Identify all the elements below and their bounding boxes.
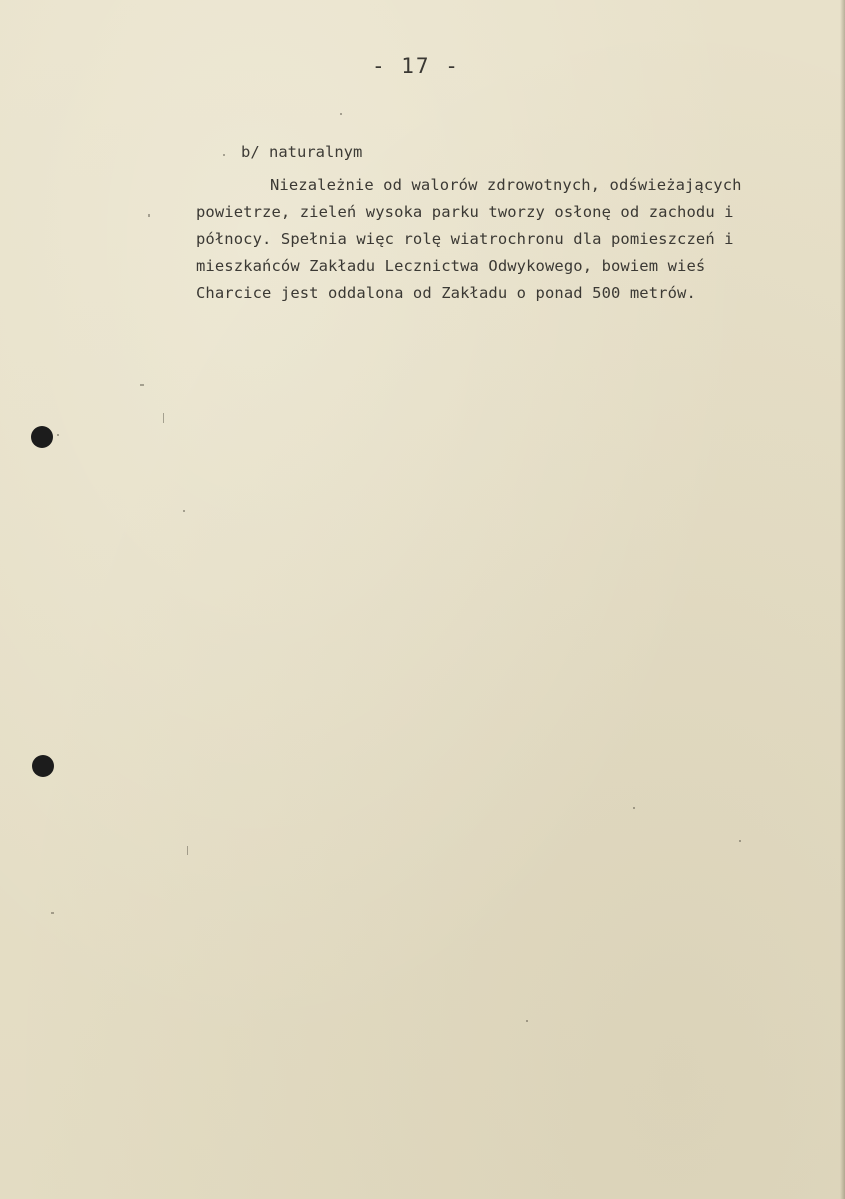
paper-speck: [163, 413, 164, 423]
paragraph-line: Niezależnie od walorów zdrowotnych, odświeżających: [270, 176, 742, 194]
page-edge-shadow: [840, 0, 845, 1199]
paragraph-line: Charcice jest oddalona od Zakładu o ponad 500 metrów.: [196, 284, 696, 302]
paragraph-line: mieszkańców Zakładu Lecznictwa Odwykowego, bowiem wieś: [196, 257, 706, 275]
paper-speck: [223, 154, 225, 156]
paper-speck: [526, 1020, 528, 1022]
paper-speck: [187, 846, 188, 855]
paper-speck: [148, 214, 150, 217]
paragraph-line: północy. Spełnia więc rolę wiatrochronu dla pomieszczeń i: [196, 230, 734, 248]
punch-hole-bottom: [32, 755, 54, 777]
paragraph-line: powietrze, zieleń wysoka parku tworzy osłonę od zachodu i: [196, 203, 734, 221]
section-heading: b/ naturalnym: [241, 143, 363, 161]
paper-speck: [140, 384, 144, 386]
paper-speck: [340, 113, 342, 115]
paper-speck: [51, 912, 54, 914]
page-number: - 17 -: [372, 54, 460, 78]
paper-speck: [183, 510, 185, 512]
paper-speck: [633, 807, 635, 809]
paper-speck: [739, 840, 741, 842]
punch-hole-top: [31, 426, 53, 448]
paper-speck: [57, 434, 59, 436]
